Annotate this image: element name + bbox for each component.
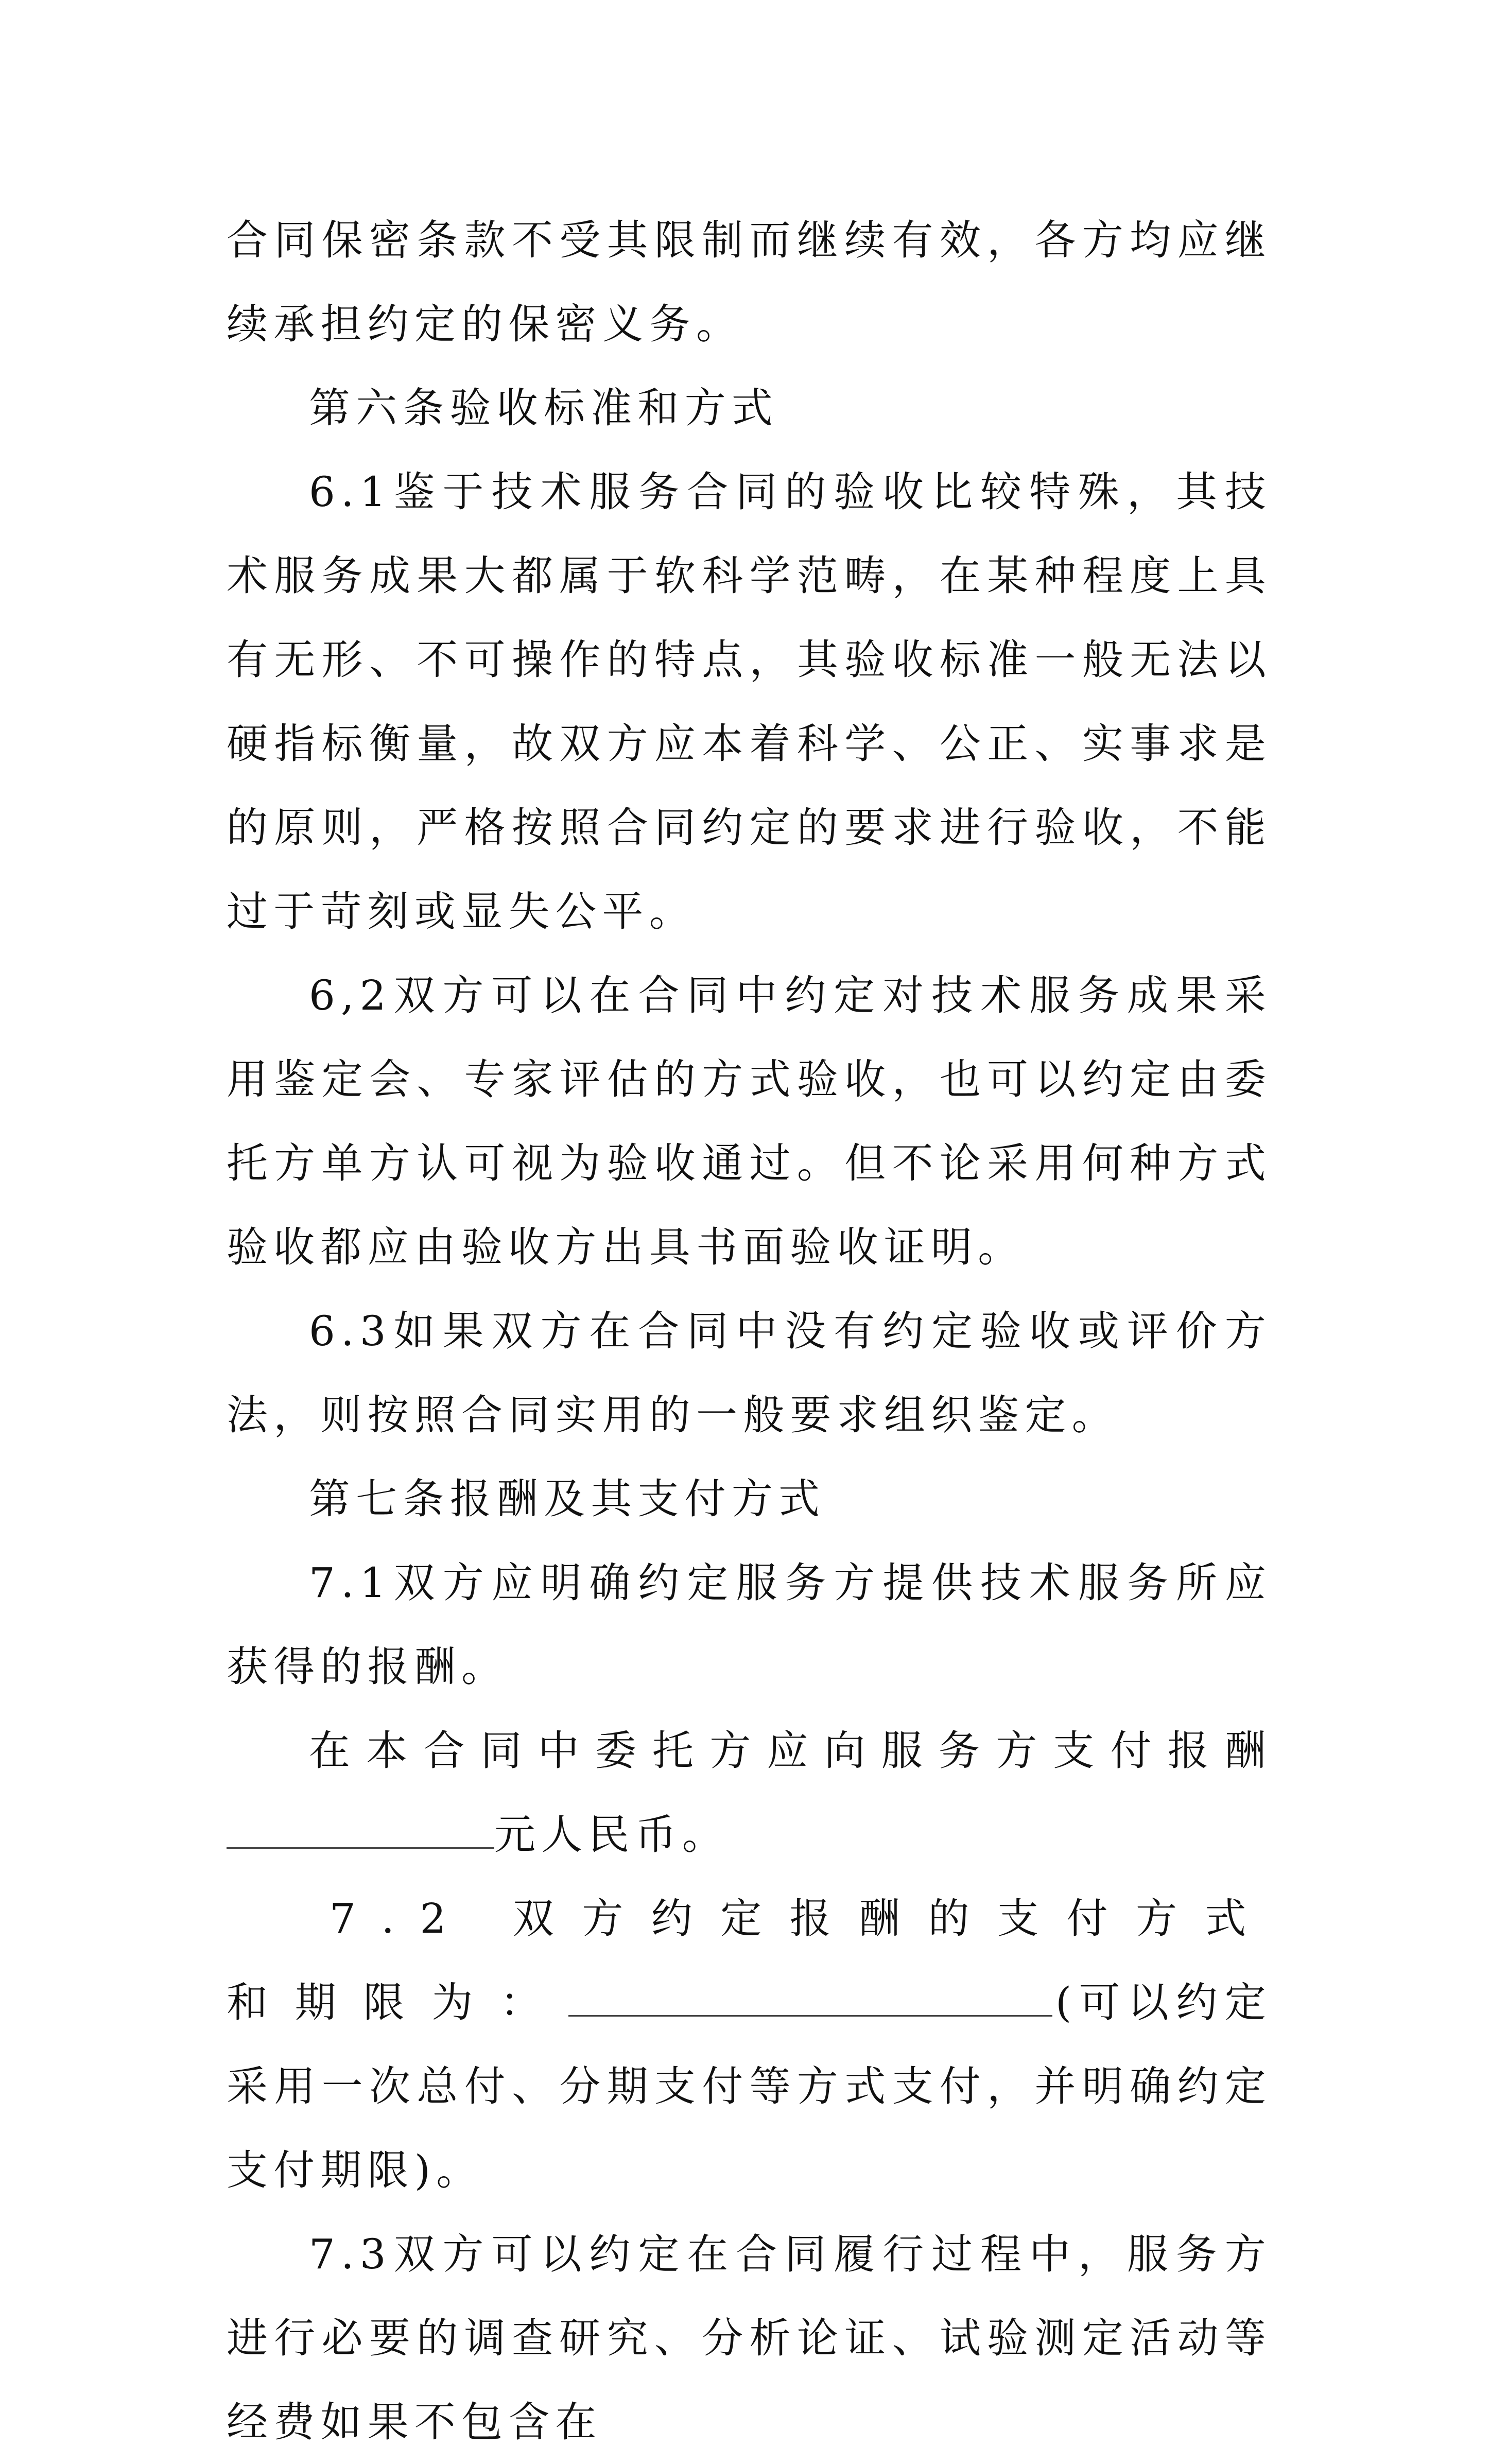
clause-text: 6.1鉴于技术服务合同的验收比较特殊，其技术服务成果大都属于软科学范畴，在某种程度上具有无形、不可操作的特点，其验收标准一般无法以硬指标衡量，故双方应本着科学、公正、实事求是的原则，严格按照合同约定的要求进行验收，不能过于苛刻或显失公平。 [227,468,1272,935]
clause-text-before-blank: 在本合同中委托方应向服务方支付报酬 [309,1727,1272,1775]
paragraph-text: 合同保密条款不受其限制而继续有效，各方均应继续承担约定的保密义务。 [227,216,1272,348]
article-6-heading [227,366,1272,450]
document-page [227,198,1272,2464]
clause-text: 7.3双方可以约定在合同履行过程中，服务方进行必要的调查研究、分析论证、试验测定活动等经费如果不包含在 [227,2230,1272,2446]
clause-text-after-blank: 元人民币。 [494,1811,729,1859]
heading-text: 第六条验收标准和方式 [309,384,778,432]
clause-7-3 [227,2212,1272,2464]
payment-method-blank[interactable] [568,1978,1052,2017]
clause-6-1 [227,450,1272,953]
clause-text: 6.3如果双方在合同中没有约定验收或评价方法，则按照合同实用的一般要求组织鉴定。 [227,1307,1272,1439]
clause-7-1 [227,1541,1272,1709]
heading-text: 第七条报酬及其支付方式 [309,1475,826,1523]
payment-amount-blank[interactable] [227,1810,494,1849]
clause-text: 7.1双方应明确约定服务方提供技术服务所应获得的报酬。 [227,1559,1272,1691]
clause-6-2 [227,953,1272,1289]
clause-7-1-payment-amount [227,1709,1272,1877]
clause-tail-text: (可以约定采用一次总付、分期支付等方式支付，并明确约定支付期限)。 [227,1979,1272,2194]
article-7-heading [227,1457,1272,1541]
clause-6-3 [227,1289,1272,1457]
clause-head-text: 7.2 双方约定报酬的支付方式和期限为： [227,1895,1272,2026]
paragraph-confidentiality-continuation [227,198,1272,366]
clause-text: 6,2双方可以在合同中约定对技术服务成果采用鉴定会、专家评估的方式验收，也可以约定由委托方单方认可视为验收通过。但不论采用何种方式验收都应由验收方出具书面验收证明。 [227,971,1272,1271]
clause-7-2 [227,1877,1272,2212]
